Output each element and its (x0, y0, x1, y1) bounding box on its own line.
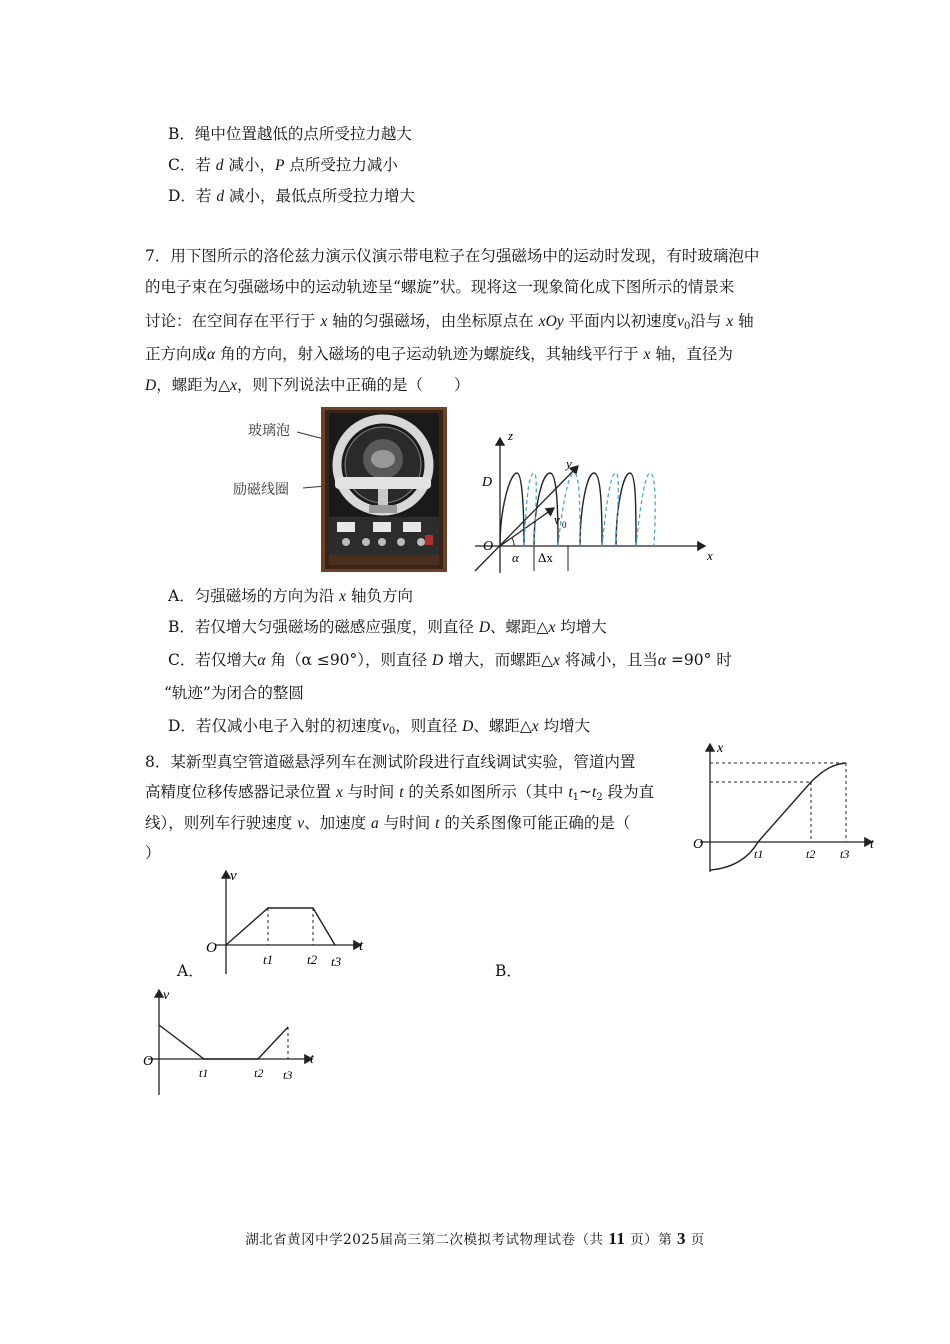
q8-stem-line4: ） (145, 844, 161, 862)
text: 讨论：在空间存在平行于 (145, 312, 321, 330)
velocity-label: v (554, 512, 560, 527)
footer-text: 页 (686, 1232, 705, 1248)
text: 、螺距△ (473, 717, 532, 735)
var-x: x (643, 346, 651, 363)
graph-b-tick-t2: t2 (254, 1066, 264, 1080)
var-x: x (553, 652, 560, 669)
text: ，则下列说法中正确的是（ ） (237, 376, 470, 394)
var-x: x (548, 619, 556, 636)
q7-option-c (168, 650, 732, 671)
q7-stem-line3 (145, 311, 754, 337)
q8-stem-line2 (145, 782, 654, 808)
text: 沿与 (690, 312, 727, 330)
var-x: x (531, 718, 539, 735)
text: 线），则列车行驶速度 (145, 814, 298, 832)
text: 与时间 (342, 783, 400, 801)
text: D．若仅减小电子入射的初速度 (168, 717, 382, 735)
var-x: x (339, 588, 347, 605)
q7-stem-line4 (145, 344, 733, 365)
helix-diagram (470, 428, 730, 576)
text: 、螺距△ (490, 618, 549, 636)
diameter-label: D (482, 475, 493, 490)
q8-option-a-label: A． (177, 962, 204, 980)
text: 均增大 (538, 717, 591, 735)
text: 轴负方向 (346, 587, 413, 605)
graph-b (140, 985, 330, 1097)
var-x: x (320, 313, 328, 330)
var-a: a (371, 815, 379, 832)
text: 高精度位移传感器记录位置 (145, 783, 336, 801)
text: D．若 (168, 187, 217, 205)
xt-origin: O (693, 837, 704, 852)
subscript: 0 (388, 726, 396, 737)
subscript: 2 (596, 792, 603, 803)
xt-y-label: x (717, 741, 724, 756)
footer-total-pages: 11 (608, 1229, 626, 1248)
photo-label-bulb: 玻璃泡 (248, 423, 290, 439)
graph-b-x-label: t (310, 1052, 314, 1067)
xt-tick-t1: t1 (754, 847, 764, 861)
var-alpha: α (257, 652, 266, 669)
text: 正方向成 (145, 345, 208, 363)
var-d: D (478, 619, 491, 636)
q8-stem-line3 (145, 813, 630, 834)
subscript: 1 (572, 792, 580, 803)
text: 均增大 (555, 618, 607, 636)
axis-y-label: y (566, 456, 572, 471)
q8-option-b-label: B． (495, 962, 522, 980)
var-x: x (335, 784, 343, 801)
q7-option-c-line2: “轨迹”为闭合的整圆 (164, 684, 304, 702)
q7-stem-line1: 7．用下图所示的洛伦兹力演示仪演示带电粒子在匀强磁场中的运动时发现，有时玻璃泡中 (145, 247, 760, 265)
q6-option-b: B．绳中位置越低的点所受拉力越大 (168, 125, 412, 143)
text: =90° 时 (666, 651, 732, 669)
graph-a-tick-t2: t2 (307, 952, 318, 967)
var-alpha: α (207, 346, 216, 363)
graph-a-x-label: t (359, 938, 364, 954)
text: 角（α ≤90°），则直径 (265, 651, 432, 669)
q7-stem-line2: 的电子束在匀强磁场中的运动轨迹呈“螺旋”状。现将这一现象简化成下图所示的情景来 (145, 278, 735, 296)
text: 轴的匀强磁场，由坐标原点在 (327, 312, 539, 330)
q6-option-c (168, 155, 398, 176)
graph-a-tick-t3: t3 (331, 954, 342, 969)
text: 段为直 (602, 783, 655, 801)
axis-x-label: x (707, 548, 713, 563)
var-v: v (677, 313, 684, 330)
subscript: 0 (683, 321, 691, 332)
xt-x-label: t (870, 837, 874, 852)
text: ，螺距为△ (156, 376, 231, 394)
text: 与时间 (378, 814, 436, 832)
origin-label: O (483, 539, 494, 554)
text: 减小，最低点所受拉力增大 (224, 187, 416, 205)
xt-graph (690, 738, 880, 874)
q6-option-d (168, 186, 415, 207)
photo-label-coil: 励磁线圈 (233, 482, 289, 498)
var-d: d (216, 188, 225, 205)
axis-z-label: z (508, 428, 514, 443)
var-t: t (399, 784, 404, 801)
q7-stem-line5 (145, 375, 470, 396)
var-v: v (297, 815, 305, 832)
q7-option-d (168, 716, 590, 742)
var-d: D (462, 718, 474, 735)
var-t: t (435, 815, 440, 832)
xt-tick-t3: t3 (840, 847, 850, 861)
text: 轴 (733, 312, 754, 330)
graph-b-origin: O (143, 1054, 154, 1069)
pitch-label: Δx (538, 550, 553, 565)
footer-text: 页）第 (625, 1232, 677, 1248)
text: C．若 (168, 156, 216, 174)
var-d: d (215, 157, 224, 174)
var-t: t (592, 784, 597, 801)
q8-stem-line1: 8．某新型真空管道磁悬浮列车在测试阶段进行直线调试实验，管道内置 (145, 753, 636, 771)
xt-tick-t2: t2 (806, 847, 816, 861)
graph-a-origin: O (206, 940, 217, 956)
footer-page-number: 3 (677, 1229, 686, 1248)
var-alpha: α (657, 652, 667, 669)
graph-a (203, 866, 373, 976)
var-x: x (230, 377, 238, 394)
var-v: v (381, 718, 389, 735)
graph-b-tick-t3: t3 (283, 1068, 293, 1082)
text: ~ (579, 783, 593, 801)
lorentz-demonstrator-photo (321, 407, 447, 572)
velocity-subscript: 0 (562, 520, 567, 530)
text: B．若仅增大匀强磁场的磁感应强度，则直径 (168, 618, 479, 636)
text: C．若仅增大 (168, 651, 258, 669)
text: 的关系图像可能正确的是（ (439, 814, 631, 832)
text: 角的方向，射入磁场的电子运动轨迹为螺旋线，其轴线平行于 (215, 345, 644, 363)
graph-a-tick-t1: t1 (263, 952, 274, 967)
q7-option-a (168, 586, 413, 607)
var-p: P (274, 157, 285, 174)
graph-b-tick-t1: t1 (199, 1066, 209, 1080)
page-footer (0, 1228, 950, 1249)
text: A．匀强磁场的方向为沿 (168, 587, 340, 605)
text: 平面内以初速度 (563, 312, 678, 330)
var-t: t (568, 784, 573, 801)
graph-b-y-label: v (163, 988, 170, 1003)
text: 点所受拉力减小 (284, 156, 398, 174)
text: 的关系如图所示（其中 (403, 783, 569, 801)
var-d: D (145, 377, 157, 394)
text: 轴，直径为 (650, 345, 733, 363)
var-d: D (431, 652, 444, 669)
var-x: x (726, 313, 734, 330)
graph-a-y-label: v (230, 868, 237, 884)
footer-text: 湖北省黄冈中学2025届高三第二次模拟考试物理试卷（共 (245, 1232, 609, 1248)
q7-option-b (168, 617, 607, 638)
alpha-label: α (512, 550, 519, 565)
text: 将减小，且当 (559, 651, 658, 669)
var-xoy: xOy (538, 313, 564, 330)
text: 减小， (223, 156, 275, 174)
text: 增大，而螺距△ (443, 651, 554, 669)
text: ，则直径 (395, 717, 463, 735)
text: 、加速度 (304, 814, 372, 832)
